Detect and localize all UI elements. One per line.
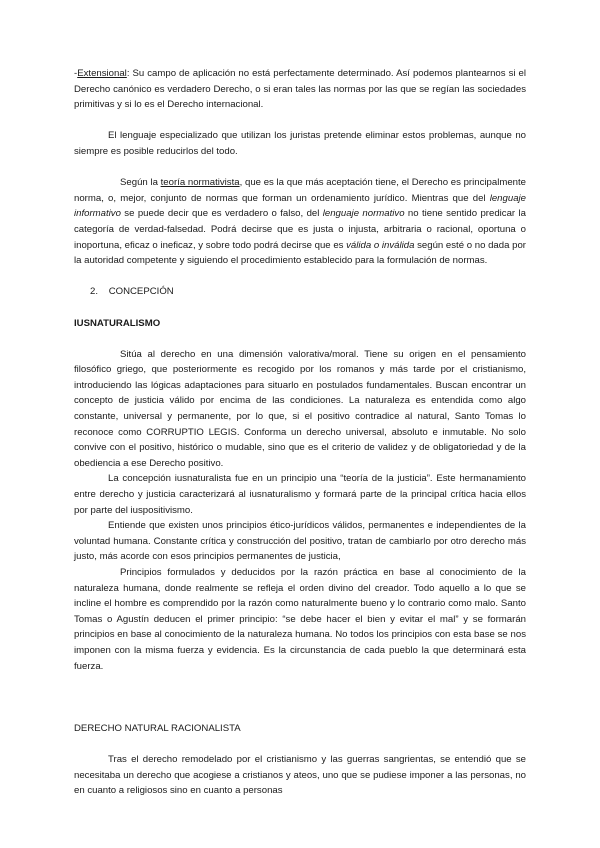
- italic-lenguaje-informativo: lenguaje informativo: [74, 192, 526, 220]
- section-heading: [74, 284, 526, 300]
- italic-lenguaje-normativo: lenguaje normativo: [322, 208, 405, 220]
- heading-derecho-natural-racionalista: DERECHO NATURAL RACIONALISTA: [74, 722, 241, 734]
- dash: -: [74, 68, 78, 79]
- section-number: 2.: [90, 286, 99, 298]
- text-segment: se puede decir que es verdadero o falso, del: [120, 208, 323, 220]
- paragraph-text: : Su campo de aplicación no está perfectamente determinado. Así podemos plantearnos si el Derecho canónico es verdadero Derecho, o si eran tales las normas por las que se regían las sociedades primitivas y si lo es el Derecho internacional.: [74, 68, 526, 111]
- italic-valida-invalida: válida o inválida: [346, 239, 415, 251]
- document-page: [74, 66, 526, 799]
- section-title: CONCEPCIÓN: [108, 286, 174, 298]
- text-segment: Según la: [120, 177, 161, 189]
- text-segment: según esté o no dada por la autoridad competente y siguiendo el procedimiento establecido para la formulación de normas.: [74, 239, 526, 267]
- paragraph-extensional: [74, 66, 526, 113]
- paragraph-lenguaje: El lenguaje especializado que utilizan los juristas pretende eliminar estos problemas, aunque no siempre es posible reducirlos del todo.: [74, 130, 526, 157]
- text-segment: no tiene sentido predicar la categoría de verdad-falsedad. Podrá decirse que es justa o injusta, arbitraria o racional, oportuna o inoportuna, eficaz o ineficaz, y sobre todo podrá decirse que es: [74, 208, 526, 251]
- paragraph-situa: Sitúa al derecho en una dimensión valorativa/moral. Tiene su origen en el pensamiento filosófico griego, que posteriormente es recogido por los romanos y más tarde por el cristianismo, introduciendo las lógicas adaptaciones para situarlo en postulados fundamentales. Buscan encontrar un concepto de justicia válido por encima de las condiciones. La naturaleza es entendida como algo constante, universal y permanente, por lo que, si el positivo contradice al natural, Santo Tomas lo reconoce como CORRUPTIO LEGIS. Conforma un derecho universal, absoluto e inmutable. No solo convive con el positivo, histórico o mudable, sino que es el criterio de validez y de obligatoriedad y de la obediencia a ese Derecho positivo.: [74, 348, 526, 469]
- paragraph-principios: Principios formulados y deducidos por la razón práctica en base al conocimiento de la naturaleza humana, donde realmente se refleja el orden divino del creador. Todo aquello a lo que se incline el hombre es comprendido por la razón como naturalmente bueno y lo contrario como malo. Santo Tomas o Agustín deducen el primer principio: “se debe hacer el bien y evitar el mal” y se formarán principios en base al conocimiento de la naturaleza humana. No todos los principios con esta base se nos imponen con la misma fuerza y evidencia. Es la circunstancia de cada pueblo la que determinará esta fuerza.: [74, 567, 526, 672]
- paragraph-tras: Tras el derecho remodelado por el cristianismo y las guerras sangrientas, se entendió que se necesitaba un derecho que acogiese a cristianos y ateos, uno que se pudiese imponer a las personas, no en cuanto a religiosos sino en cuanto a personas: [74, 754, 526, 797]
- paragraph-teoria-normativista: [74, 175, 526, 269]
- term-extensional: Extensional: [77, 68, 127, 79]
- term-teoria-normativista: teoría normativista: [160, 177, 240, 189]
- paragraph-entiende: Entiende que existen unos principios ético-jurídicos válidos, permanentes e independientes de la voluntad humana. Constante crítica y construcción del positivo, tratan de cambiarlo por otro derecho más justo, más acorde con esos principios permanentes de justicia,: [74, 520, 526, 563]
- text-segment: , que es la que más aceptación tiene, el Derecho es principalmente norma, o, mejor, conjunto de normas que forman un ordenamiento jurídico. Mientras que del: [74, 177, 526, 204]
- paragraph-concepcion: La concepción iusnaturalista fue en un principio una “teoría de la justicia”. Este hermanamiento entre derecho y justicia caracterizará al iusnaturalismo y formará parte de la principal crítica hacia ellos por parte del iuspositivismo.: [74, 473, 526, 516]
- heading-iusnaturalismo: IUSNATURALISMO: [74, 317, 161, 329]
